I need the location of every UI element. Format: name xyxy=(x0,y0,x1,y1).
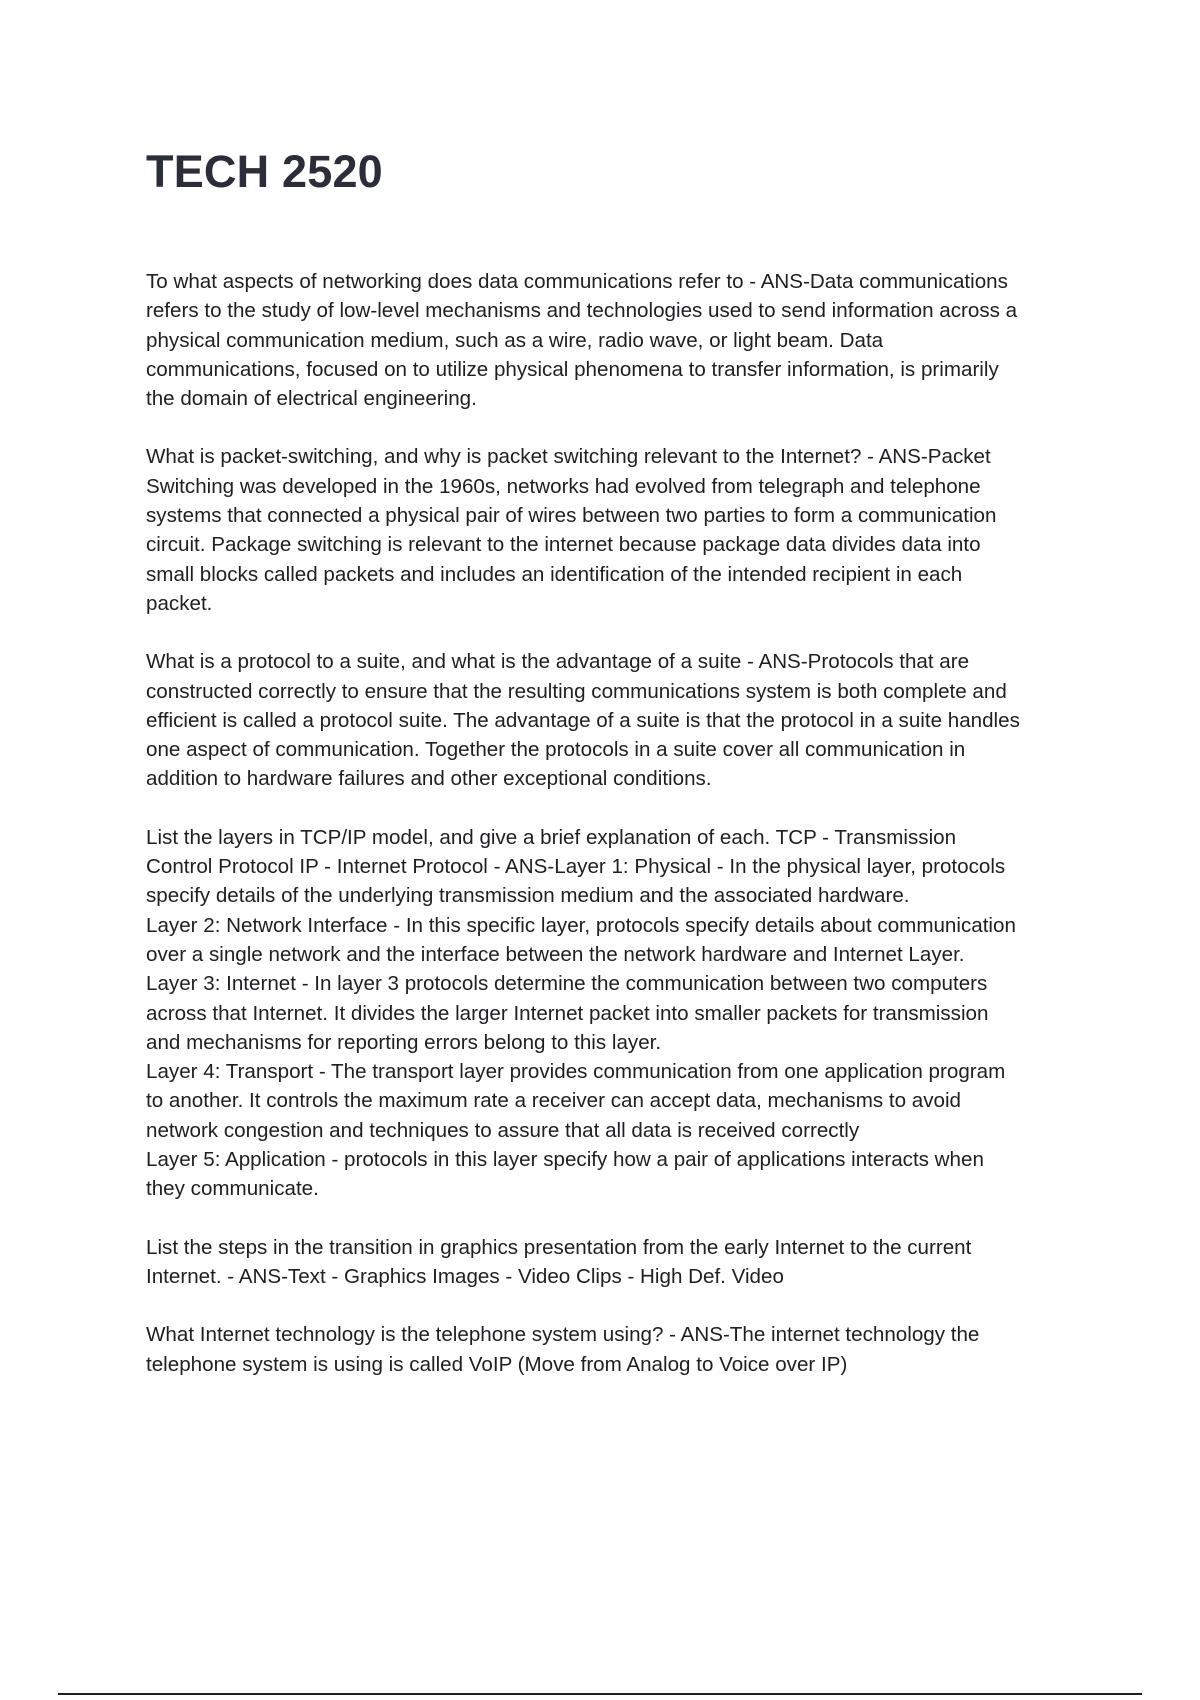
text-line: over a single network and the interface between the network hardware and Internet Layer. xyxy=(146,942,965,966)
text-line: addition to hardware failures and other exceptional conditions. xyxy=(146,767,712,791)
text-line: the domain of electrical engineering. xyxy=(146,387,477,411)
qa-paragraph-packet-switching xyxy=(146,442,1096,618)
page-title: TECH 2520 xyxy=(146,146,383,197)
text-line: they communicate. xyxy=(146,1177,319,1201)
text-line: communications, focused on to utilize physical phenomena to transfer information, is primarily xyxy=(146,357,999,381)
text-line: one aspect of communication. Together the protocols in a suite cover all communication in xyxy=(146,738,966,762)
qa-paragraph-data-communications xyxy=(146,267,1096,413)
text-line: Layer 2: Network Interface - In this specific layer, protocols specify details about communication xyxy=(146,913,1016,937)
text-line: List the steps in the transition in graphics presentation from the early Internet to the current xyxy=(146,1235,972,1259)
text-line: across that Internet. It divides the larger Internet packet into smaller packets for transmission xyxy=(146,1001,989,1025)
text-line: efficient is called a protocol suite. The advantage of a suite is that the protocol in a suite handles xyxy=(146,708,1020,732)
text-line: physical communication medium, such as a wire, radio wave, or light beam. Data xyxy=(146,328,884,352)
text-line: Layer 4: Transport - The transport layer provides communication from one application program xyxy=(146,1060,1006,1084)
text-line: Layer 5: Application - protocols in this layer specify how a pair of applications interacts when xyxy=(146,1148,984,1172)
qa-paragraph-protocol-suite xyxy=(146,647,1096,793)
text-line: Layer 3: Internet - In layer 3 protocols determine the communication between two computers xyxy=(146,972,988,996)
text-line: To what aspects of networking does data communications refer to - ANS-Data communications xyxy=(146,270,1008,293)
qa-paragraph-graphics-transition xyxy=(146,1233,1096,1292)
text-line: and mechanisms for reporting errors belong to this layer. xyxy=(146,1030,662,1054)
text-line: What Internet technology is the telephone system using? - ANS-The internet technology the xyxy=(146,1323,980,1347)
footer-divider xyxy=(58,1693,1142,1695)
document-body xyxy=(146,267,1096,1408)
text-line: refers to the study of low-level mechanisms and technologies used to send information across a xyxy=(146,299,1018,323)
qa-paragraph-telephone-technology xyxy=(146,1320,1096,1379)
text-line: What is packet-switching, and why is packet switching relevant to the Internet? - ANS-Packet xyxy=(146,445,991,469)
text-line: specify details of the underlying transmission medium and the associated hardware. xyxy=(146,884,910,908)
text-line: telephone system is using is called VoIP (Move from Analog to Voice over IP) xyxy=(146,1352,848,1376)
text-line: constructed correctly to ensure that the resulting communications system is both complete and xyxy=(146,679,1007,703)
text-line: Switching was developed in the 1960s, networks had evolved from telegraph and telephone xyxy=(146,474,981,498)
text-line: What is a protocol to a suite, and what is the advantage of a suite - ANS-Protocols that are xyxy=(146,650,970,674)
text-line: Control Protocol IP - Internet Protocol - ANS-Layer 1: Physical - In the physical layer, protocols xyxy=(146,855,1006,879)
text-line: network congestion and techniques to assure that all data is received correctly xyxy=(146,1118,860,1142)
text-line: packet. xyxy=(146,591,213,615)
text-line: small blocks called packets and includes an identification of the intended recipient in each xyxy=(146,562,963,586)
qa-paragraph-tcpip-layers xyxy=(146,823,1096,1204)
text-line: Internet. - ANS-Text - Graphics Images - Video Clips - High Def. Video xyxy=(146,1264,784,1288)
text-line: List the layers in TCP/IP model, and give a brief explanation of each. TCP - Transmission xyxy=(146,825,957,849)
text-line: to another. It controls the maximum rate a receiver can accept data, mechanisms to avoid xyxy=(146,1089,961,1113)
text-line: circuit. Package switching is relevant to the internet because package data divides data into xyxy=(146,533,981,557)
text-line: systems that connected a physical pair of wires between two parties to form a communication xyxy=(146,504,997,528)
